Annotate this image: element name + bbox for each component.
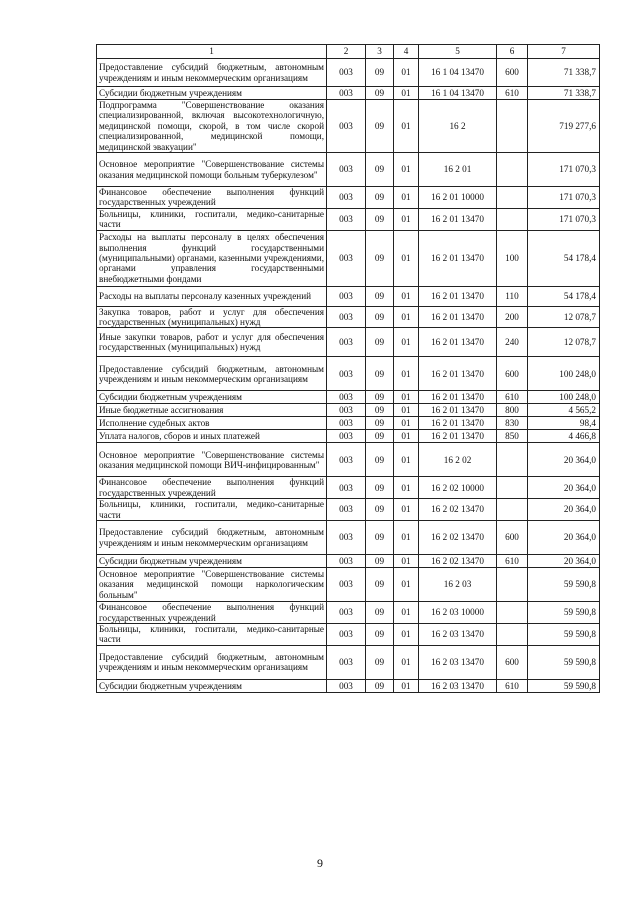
code-section: 09 [366,87,394,100]
code-target-article: 16 2 02 13470 [419,499,497,521]
code-section: 09 [366,391,394,404]
row-description: Финансовое обеспечение выполнения функций государственных учреждений [97,187,327,209]
code-target-article: 16 2 01 13470 [419,286,497,306]
row-amount: 20 364,0 [528,521,600,555]
code-subsection: 01 [394,568,419,602]
row-amount: 54 178,4 [528,230,600,286]
code-section: 09 [366,187,394,209]
table-row [97,645,600,679]
code-target-article: 16 2 01 [419,153,497,187]
code-expense-type: 600 [497,645,528,679]
table-row [97,328,600,357]
code-expense-type: 610 [497,391,528,404]
row-description: Больницы, клиники, госпитали, медико-санитарные части [97,208,327,230]
code-target-article: 16 2 01 13470 [419,391,497,404]
code-expense-type: 600 [497,59,528,87]
code-ministry: 003 [327,391,366,404]
code-target-article: 16 2 02 13470 [419,521,497,555]
row-description: Субсидии бюджетным учреждениям [97,679,327,692]
row-description: Субсидии бюджетным учреждениям [97,87,327,100]
code-ministry: 003 [327,477,366,499]
table-row [97,417,600,430]
code-expense-type [497,477,528,499]
code-section: 09 [366,568,394,602]
code-target-article: 16 2 01 13470 [419,208,497,230]
table-row [97,521,600,555]
code-section: 09 [366,230,394,286]
code-ministry: 003 [327,645,366,679]
table-row [97,391,600,404]
row-description: Предоставление субсидий бюджетным, автономным учреждениям и иным некоммерческим организациям [97,59,327,87]
code-target-article: 16 2 03 [419,568,497,602]
row-description: Исполнение судебных актов [97,417,327,430]
table-row [97,357,600,391]
code-ministry: 003 [327,679,366,692]
code-section: 09 [366,623,394,645]
code-target-article: 16 1 04 13470 [419,59,497,87]
code-subsection: 01 [394,153,419,187]
row-description: Больницы, клиники, госпитали, медико-санитарные части [97,623,327,645]
code-ministry: 003 [327,357,366,391]
code-section: 09 [366,306,394,328]
row-amount: 59 590,8 [528,623,600,645]
code-subsection: 01 [394,286,419,306]
code-expense-type: 800 [497,404,528,417]
code-subsection: 01 [394,404,419,417]
code-section: 09 [366,645,394,679]
code-subsection: 01 [394,328,419,357]
row-description: Предоставление субсидий бюджетным, автономным учреждениям и иным некоммерческим организациям [97,645,327,679]
code-target-article: 16 2 01 13470 [419,328,497,357]
table-row [97,477,600,499]
code-expense-type [497,568,528,602]
header-cell: 6 [497,45,528,59]
code-subsection: 01 [394,443,419,477]
row-amount: 54 178,4 [528,286,600,306]
code-expense-type [497,100,528,153]
row-amount: 20 364,0 [528,555,600,568]
row-description: Финансовое обеспечение выполнения функций государственных учреждений [97,602,327,624]
code-target-article: 16 2 02 [419,443,497,477]
code-subsection: 01 [394,555,419,568]
code-expense-type: 600 [497,357,528,391]
code-section: 09 [366,328,394,357]
code-subsection: 01 [394,391,419,404]
header-cell: 1 [97,45,327,59]
table-row [97,499,600,521]
code-expense-type: 610 [497,87,528,100]
code-section: 09 [366,477,394,499]
code-target-article: 16 2 01 13470 [419,357,497,391]
row-description: Иные закупки товаров, работ и услуг для обеспечения государственных (муниципальных) нужд [97,328,327,357]
code-target-article: 16 1 04 13470 [419,87,497,100]
table-row [97,404,600,417]
code-section: 09 [366,153,394,187]
code-ministry: 003 [327,555,366,568]
code-expense-type: 240 [497,328,528,357]
code-expense-type: 600 [497,521,528,555]
row-description: Субсидии бюджетным учреждениям [97,391,327,404]
table-row [97,187,600,209]
header-cell: 7 [528,45,600,59]
table-body [97,45,600,693]
budget-table [96,44,600,693]
code-ministry: 003 [327,602,366,624]
row-amount: 171 070,3 [528,153,600,187]
row-amount: 71 338,7 [528,59,600,87]
table-row [97,443,600,477]
table-row [97,623,600,645]
code-ministry: 003 [327,443,366,477]
code-section: 09 [366,555,394,568]
row-description: Предоставление субсидий бюджетным, автономным учреждениям и иным некоммерческим организациям [97,357,327,391]
code-ministry: 003 [327,153,366,187]
table-row [97,679,600,692]
code-subsection: 01 [394,230,419,286]
code-ministry: 003 [327,499,366,521]
row-amount: 59 590,8 [528,568,600,602]
code-ministry: 003 [327,100,366,153]
code-subsection: 01 [394,602,419,624]
code-subsection: 01 [394,499,419,521]
code-section: 09 [366,499,394,521]
code-target-article: 16 2 01 10000 [419,187,497,209]
code-section: 09 [366,59,394,87]
row-amount: 59 590,8 [528,679,600,692]
code-ministry: 003 [327,521,366,555]
code-section: 09 [366,679,394,692]
code-expense-type [497,153,528,187]
code-ministry: 003 [327,230,366,286]
code-expense-type: 100 [497,230,528,286]
page-number: 9 [317,856,323,870]
code-ministry: 003 [327,430,366,443]
row-description: Основное мероприятие "Совершенствование системы оказания медицинской помощи ВИЧ-инфицированным" [97,443,327,477]
code-target-article: 16 2 03 13470 [419,679,497,692]
code-target-article: 16 2 [419,100,497,153]
budget-table-page [96,44,599,693]
row-amount: 20 364,0 [528,477,600,499]
code-target-article: 16 2 01 13470 [419,404,497,417]
code-subsection: 01 [394,208,419,230]
row-amount: 98,4 [528,417,600,430]
code-section: 09 [366,417,394,430]
row-description: Субсидии бюджетным учреждениям [97,555,327,568]
row-amount: 4 466,8 [528,430,600,443]
code-expense-type [497,208,528,230]
code-subsection: 01 [394,59,419,87]
code-section: 09 [366,286,394,306]
code-target-article: 16 2 02 13470 [419,555,497,568]
code-expense-type: 110 [497,286,528,306]
code-ministry: 003 [327,208,366,230]
row-description: Расходы на выплаты персоналу в целях обеспечения выполнения функций государственными (муниципальными) органами, казенными учреждениями, органами управления государственными внебюджетными фондами [97,230,327,286]
code-ministry: 003 [327,306,366,328]
row-description: Закупка товаров, работ и услуг для обеспечения государственных (муниципальных) нужд [97,306,327,328]
row-description: Иные бюджетные ассигнования [97,404,327,417]
code-target-article: 16 2 03 13470 [419,645,497,679]
code-ministry: 003 [327,187,366,209]
code-subsection: 01 [394,430,419,443]
row-description: Предоставление субсидий бюджетным, автономным учреждениям и иным некоммерческим организациям [97,521,327,555]
row-description: Подпрограмма "Совершенствование оказания специализированной, включая высокотехнологичную, медицинской помощи, скорой, в том числе скорой специализированной, медицинской помощи, медицинской эвакуации" [97,100,327,153]
code-section: 09 [366,357,394,391]
row-amount: 4 565,2 [528,404,600,417]
code-subsection: 01 [394,521,419,555]
code-subsection: 01 [394,87,419,100]
code-ministry: 003 [327,328,366,357]
code-section: 09 [366,521,394,555]
code-expense-type: 830 [497,417,528,430]
code-ministry: 003 [327,404,366,417]
table-row [97,87,600,100]
code-expense-type [497,602,528,624]
table-row [97,568,600,602]
code-target-article: 16 2 01 13470 [419,417,497,430]
row-amount: 59 590,8 [528,602,600,624]
code-target-article: 16 2 03 10000 [419,602,497,624]
table-row [97,100,600,153]
row-amount: 12 078,7 [528,306,600,328]
code-target-article: 16 2 01 13470 [419,230,497,286]
row-amount: 20 364,0 [528,499,600,521]
code-subsection: 01 [394,645,419,679]
code-ministry: 003 [327,87,366,100]
table-row [97,153,600,187]
code-expense-type [497,499,528,521]
table-row [97,555,600,568]
header-cell: 5 [419,45,497,59]
row-description: Уплата налогов, сборов и иных платежей [97,430,327,443]
table-row [97,59,600,87]
code-expense-type: 200 [497,306,528,328]
code-subsection: 01 [394,357,419,391]
row-amount: 71 338,7 [528,87,600,100]
row-description: Больницы, клиники, госпитали, медико-санитарные части [97,499,327,521]
code-expense-type [497,443,528,477]
header-cell: 3 [366,45,394,59]
code-expense-type: 850 [497,430,528,443]
header-cell: 2 [327,45,366,59]
table-row [97,230,600,286]
code-target-article: 16 2 03 13470 [419,623,497,645]
code-section: 09 [366,430,394,443]
code-section: 09 [366,602,394,624]
code-subsection: 01 [394,417,419,430]
code-expense-type [497,623,528,645]
code-subsection: 01 [394,477,419,499]
table-row [97,602,600,624]
code-subsection: 01 [394,100,419,153]
row-amount: 100 248,0 [528,391,600,404]
code-ministry: 003 [327,568,366,602]
row-amount: 20 364,0 [528,443,600,477]
code-section: 09 [366,404,394,417]
code-target-article: 16 2 01 13470 [419,306,497,328]
row-amount: 719 277,6 [528,100,600,153]
code-ministry: 003 [327,623,366,645]
table-header-row [97,45,600,59]
code-section: 09 [366,100,394,153]
row-description: Расходы на выплаты персоналу казенных учреждений [97,286,327,306]
code-subsection: 01 [394,679,419,692]
code-target-article: 16 2 01 13470 [419,430,497,443]
row-amount: 12 078,7 [528,328,600,357]
code-subsection: 01 [394,187,419,209]
row-description: Основное мероприятие "Совершенствование системы оказания медицинской помощи наркологическим больным" [97,568,327,602]
code-target-article: 16 2 02 10000 [419,477,497,499]
row-amount: 171 070,3 [528,208,600,230]
table-row [97,286,600,306]
code-ministry: 003 [327,417,366,430]
table-row [97,208,600,230]
row-amount: 171 070,3 [528,187,600,209]
table-row [97,430,600,443]
row-amount: 100 248,0 [528,357,600,391]
code-subsection: 01 [394,306,419,328]
code-expense-type [497,187,528,209]
code-expense-type: 610 [497,679,528,692]
code-ministry: 003 [327,59,366,87]
row-description: Финансовое обеспечение выполнения функций государственных учреждений [97,477,327,499]
code-subsection: 01 [394,623,419,645]
code-ministry: 003 [327,286,366,306]
code-section: 09 [366,443,394,477]
header-cell: 4 [394,45,419,59]
row-description: Основное мероприятие "Совершенствование системы оказания медицинской помощи больным туберкулезом" [97,153,327,187]
code-expense-type: 610 [497,555,528,568]
code-section: 09 [366,208,394,230]
row-amount: 59 590,8 [528,645,600,679]
table-row [97,306,600,328]
